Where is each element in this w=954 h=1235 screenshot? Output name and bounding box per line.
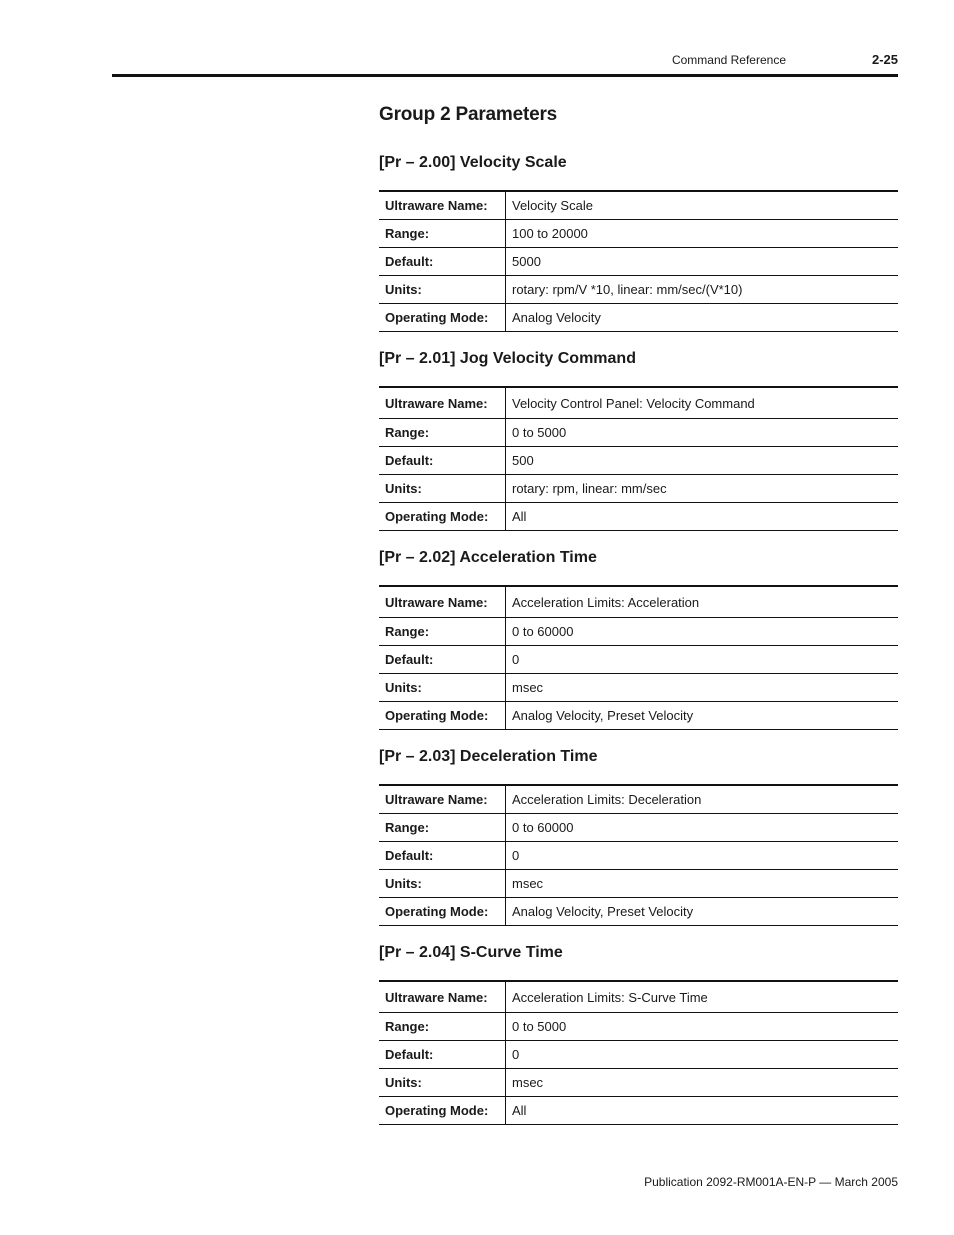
- ultraware-value: Acceleration Limits: Acceleration: [506, 586, 899, 618]
- default-label: Default:: [379, 842, 506, 870]
- range-label: Range:: [379, 419, 506, 447]
- table-row: [379, 1013, 898, 1041]
- table-row: [379, 387, 898, 419]
- mode-label: Operating Mode:: [379, 503, 506, 531]
- ultraware-value: Acceleration Limits: Deceleration: [506, 785, 899, 814]
- default-value: 0: [506, 646, 899, 674]
- table-row: [379, 248, 898, 276]
- mode-value: Analog Velocity, Preset Velocity: [506, 898, 899, 926]
- units-value: rotary: rpm/V *10, linear: mm/sec/(V*10): [506, 276, 899, 304]
- table-row: [379, 586, 898, 618]
- range-value: 100 to 20000: [506, 220, 899, 248]
- range-label: Range:: [379, 814, 506, 842]
- param-table: [379, 190, 898, 332]
- table-row: [379, 191, 898, 220]
- ultraware-label: Ultraware Name:: [379, 981, 506, 1013]
- table-row: [379, 870, 898, 898]
- range-value: 0 to 5000: [506, 419, 899, 447]
- table-row: [379, 304, 898, 332]
- units-value: msec: [506, 1069, 899, 1097]
- default-value: 500: [506, 447, 899, 475]
- param-title: [Pr – 2.02] Acceleration Time: [379, 549, 597, 566]
- mode-label: Operating Mode:: [379, 702, 506, 730]
- publication-footer: Publication 2092-RM001A-EN-P — March 2005: [644, 1175, 898, 1189]
- units-label: Units:: [379, 870, 506, 898]
- ultraware-label: Ultraware Name:: [379, 191, 506, 220]
- table-row: [379, 674, 898, 702]
- default-label: Default:: [379, 447, 506, 475]
- table-row: [379, 220, 898, 248]
- range-label: Range:: [379, 618, 506, 646]
- range-value: 0 to 60000: [506, 814, 899, 842]
- table-row: [379, 503, 898, 531]
- table-row: [379, 842, 898, 870]
- default-label: Default:: [379, 1041, 506, 1069]
- default-label: Default:: [379, 248, 506, 276]
- mode-value: All: [506, 1097, 899, 1125]
- ultraware-label: Ultraware Name:: [379, 586, 506, 618]
- range-label: Range:: [379, 1013, 506, 1041]
- units-label: Units:: [379, 475, 506, 503]
- units-label: Units:: [379, 1069, 506, 1097]
- table-row: [379, 447, 898, 475]
- units-label: Units:: [379, 276, 506, 304]
- table-row: [379, 276, 898, 304]
- mode-label: Operating Mode:: [379, 1097, 506, 1125]
- table-row: [379, 1069, 898, 1097]
- param-table: [379, 784, 898, 926]
- table-row: [379, 618, 898, 646]
- mode-value: Analog Velocity: [506, 304, 899, 332]
- range-value: 0 to 5000: [506, 1013, 899, 1041]
- param-table: [379, 585, 898, 730]
- running-header-section: Command Reference: [671, 53, 786, 67]
- ultraware-value: Velocity Control Panel: Velocity Command: [506, 387, 899, 419]
- mode-label: Operating Mode:: [379, 898, 506, 926]
- ultraware-label: Ultraware Name:: [379, 387, 506, 419]
- param-block-2-01: [379, 350, 898, 531]
- page-content: [379, 104, 898, 1143]
- range-value: 0 to 60000: [506, 618, 899, 646]
- header-rule: [112, 74, 898, 77]
- default-value: 0: [506, 842, 899, 870]
- mode-label: Operating Mode:: [379, 304, 506, 332]
- units-label: Units:: [379, 674, 506, 702]
- table-row: [379, 702, 898, 730]
- group-title: Group 2 Parameters: [379, 104, 558, 125]
- param-table: [379, 386, 898, 531]
- table-row: [379, 814, 898, 842]
- table-row: [379, 1041, 898, 1069]
- default-value: 5000: [506, 248, 899, 276]
- param-title: [Pr – 2.04] S-Curve Time: [379, 944, 563, 961]
- ultraware-value: Velocity Scale: [506, 191, 899, 220]
- units-value: msec: [506, 870, 899, 898]
- page-number: 2-25: [871, 52, 898, 67]
- param-block-2-02: [379, 549, 898, 730]
- units-value: msec: [506, 674, 899, 702]
- param-title: [Pr – 2.01] Jog Velocity Command: [379, 350, 636, 367]
- table-row: [379, 785, 898, 814]
- range-label: Range:: [379, 220, 506, 248]
- table-row: [379, 1097, 898, 1125]
- param-block-2-04: [379, 944, 898, 1125]
- param-title: [Pr – 2.00] Velocity Scale: [379, 154, 567, 171]
- param-table: [379, 980, 898, 1125]
- table-row: [379, 646, 898, 674]
- param-block-2-03: [379, 748, 898, 926]
- default-value: 0: [506, 1041, 899, 1069]
- param-title: [Pr – 2.03] Deceleration Time: [379, 748, 598, 765]
- table-row: [379, 419, 898, 447]
- ultraware-label: Ultraware Name:: [379, 785, 506, 814]
- mode-value: All: [506, 503, 899, 531]
- default-label: Default:: [379, 646, 506, 674]
- param-block-2-00: [379, 154, 898, 332]
- units-value: rotary: rpm, linear: mm/sec: [506, 475, 899, 503]
- mode-value: Analog Velocity, Preset Velocity: [506, 702, 899, 730]
- ultraware-value: Acceleration Limits: S-Curve Time: [506, 981, 899, 1013]
- table-row: [379, 981, 898, 1013]
- table-row: [379, 898, 898, 926]
- table-row: [379, 475, 898, 503]
